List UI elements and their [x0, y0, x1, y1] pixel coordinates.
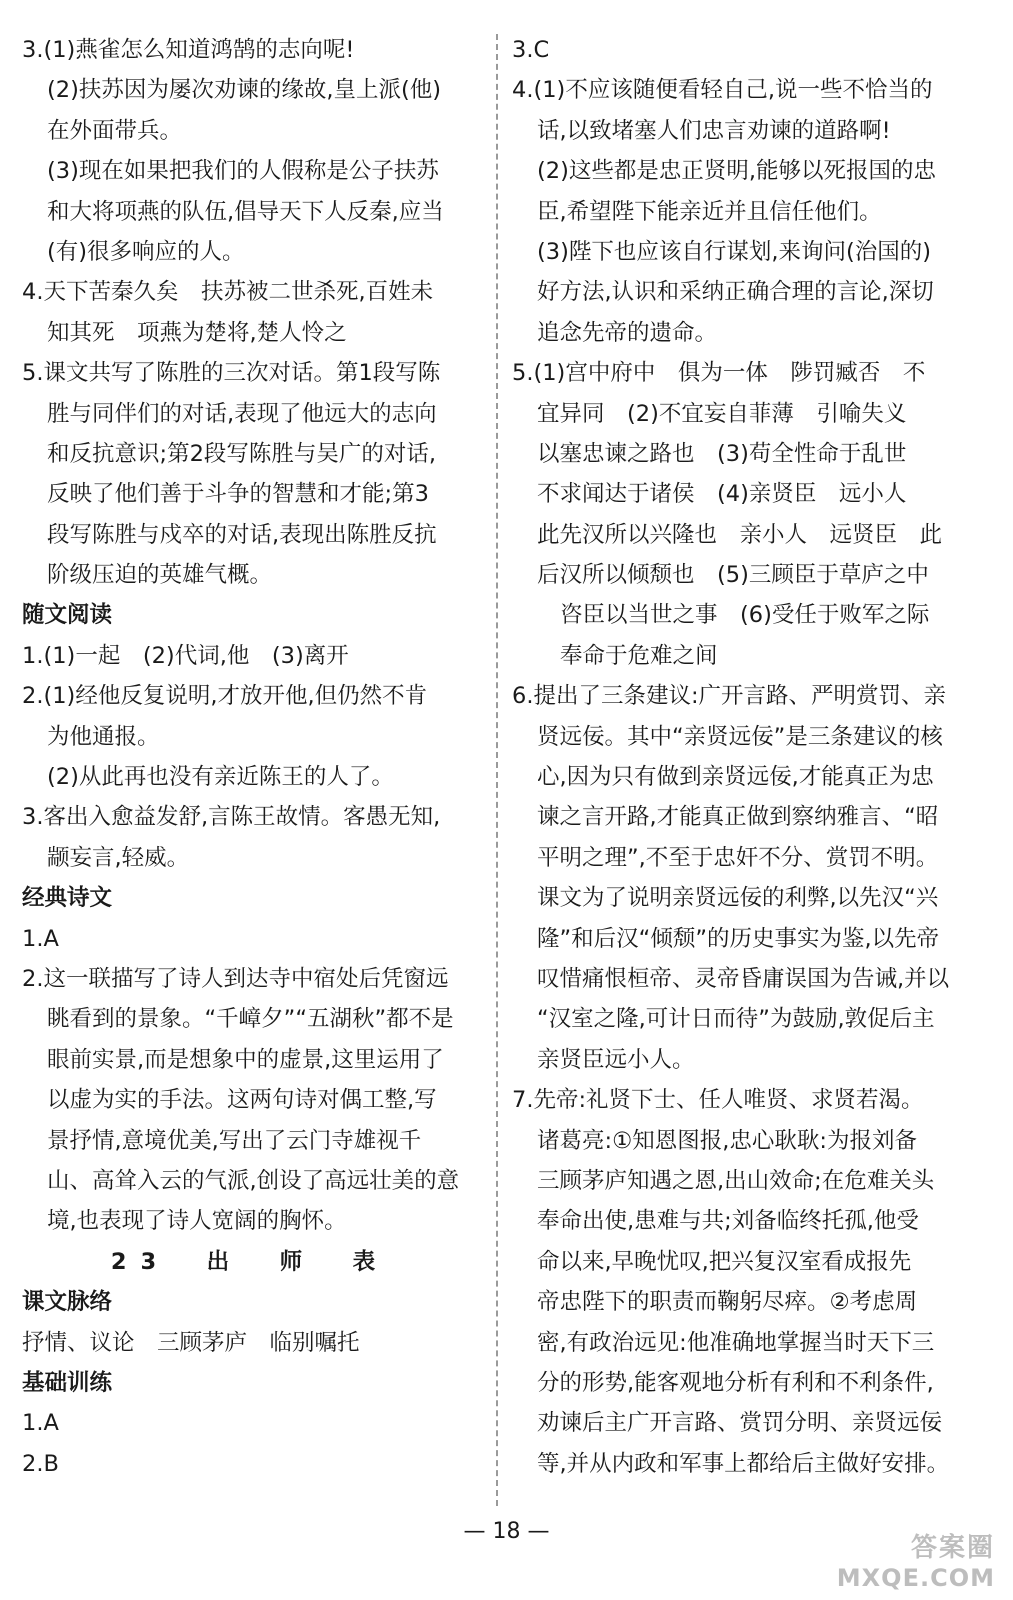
text-line: 2.B — [22, 1450, 59, 1477]
text-line: 在外面带兵。 — [47, 117, 183, 144]
text-line: 阶级压迫的英雄气概。 — [47, 562, 273, 589]
section-heading: 基础训练 — [22, 1369, 113, 1396]
text-line: 贤远佞。其中“亲贤远佞”是三条建议的核 — [537, 723, 943, 750]
text-line: 分的形势,能客观地分析有利和不利条件, — [537, 1369, 934, 1396]
text-line: 宜异同 (2)不宜妄自菲薄 引喻失义 — [537, 400, 907, 427]
text-line: 咨臣以当世之事 (6)受任于败军之际 — [560, 602, 930, 629]
text-line: 知其死 项燕为楚将,楚人怜之 — [47, 319, 347, 346]
text-line: 3.客出入愈益发舒,言陈王故情。客愚无知, — [22, 804, 441, 831]
watermark-logo — [837, 1527, 995, 1592]
text-line: 好方法,认识和采纳正确合理的言论,深切 — [537, 279, 934, 306]
text-line: “汉室之隆,可计日而待”为鼓励,敦促后主 — [537, 1006, 935, 1033]
text-line: 为他通报。 — [47, 723, 160, 750]
text-line: 眼前实景,而是想象中的虚景,这里运用了 — [47, 1046, 444, 1073]
text-line: 课文为了说明亲贤远佞的利弊,以先汉“兴 — [537, 885, 939, 912]
text-line: 3.(1)燕雀怎么知道鸿鹄的志向呢! — [22, 37, 355, 63]
text-line: 和大将项燕的队伍,倡导天下人反秦,应当 — [47, 198, 444, 225]
text-line: 奉命于危难之间 — [560, 642, 718, 669]
text-line: 3.C — [512, 37, 550, 63]
text-line: (2)从此再也没有亲近陈王的人了。 — [47, 764, 394, 791]
text-line: 平明之理”,不至于忠奸不分、赏罚不明。 — [537, 844, 939, 871]
text-line: (3)现在如果把我们的人假称是公子扶苏 — [47, 158, 439, 185]
text-line: (有)很多响应的人。 — [47, 238, 245, 265]
text-line: 1.(1)一起 (2)代词,他 (3)离开 — [22, 642, 349, 669]
text-line: 4.天下苦秦久矣 扶苏被二世杀死,百姓未 — [22, 279, 434, 306]
section-heading: 随文阅读 — [22, 602, 113, 629]
text-line: 谏之言开路,才能真正做到察纳雅言、“昭 — [537, 804, 939, 831]
right-column — [512, 30, 982, 1484]
text-line: 胜与同伴们的对话,表现了他远大的志向 — [47, 400, 437, 427]
text-line: 山、高耸入云的气派,创设了高远壮美的意 — [47, 1167, 460, 1194]
watermark-url: MXQE.COM — [836, 1564, 995, 1592]
text-line: 此先汉所以兴隆也 亲小人 远贤臣 此 — [537, 521, 943, 548]
text-line: 话,以致堵塞人们忠言劝谏的道路啊! — [537, 117, 891, 144]
section-heading: 课文脉络 — [22, 1289, 113, 1316]
text-line: 等,并从内政和军事上都给后主做好安排。 — [537, 1450, 950, 1477]
text-line: 2.这一联描写了诗人到达寺中宿处后凭窗远 — [22, 965, 449, 992]
text-line: 1.A — [22, 1410, 59, 1437]
text-line: 密,有政治远见:他准确地掌握当时天下三 — [537, 1329, 935, 1356]
text-line: (3)陛下也应该自行谋划,来询问(治国的) — [537, 238, 932, 265]
text-line: 叹惜痛恨桓帝、灵帝昏庸误国为告诫,并以 — [537, 965, 950, 992]
text-line: 2.(1)经他反复说明,才放开他,但仍然不肯 — [22, 683, 428, 710]
lesson-title: 23 出 师 表 — [110, 1248, 390, 1275]
text-line: 7.先帝:礼贤下士、任人唯贤、求贤若渴。 — [512, 1087, 924, 1114]
text-line: 后汉所以倾颓也 (5)三顾臣于草庐之中 — [537, 562, 929, 589]
text-line: 眺看到的景象。“千嶂夕”“五湖秋”都不是 — [47, 1006, 454, 1033]
watermark-top: 答案圈 — [910, 1533, 995, 1563]
text-line: 1.A — [22, 925, 59, 952]
text-line: 三顾茅庐知遇之恩,出山效命;在危难关头 — [537, 1167, 935, 1194]
text-line: 5.课文共写了陈胜的三次对话。第1段写陈 — [22, 360, 441, 387]
section-heading: 经典诗文 — [22, 885, 113, 912]
text-line: 奉命出使,患难与共;刘备临终托孤,他受 — [537, 1208, 919, 1235]
text-line: 境,也表现了诗人宽阔的胸怀。 — [47, 1208, 347, 1235]
text-line: 4.(1)不应该随便看轻自己,说一些不恰当的 — [512, 77, 933, 104]
page-number: — 18 — — [463, 1519, 550, 1544]
text-line: 不求闻达于诸侯 (4)亲贤臣 远小人 — [537, 481, 907, 508]
text-line: 命以来,早晚忧叹,把兴复汉室看成报先 — [537, 1248, 912, 1275]
text-line: 以虚为实的手法。这两句诗对偶工整,写 — [47, 1087, 437, 1114]
text-line: (2)这些都是忠正贤明,能够以死报国的忠 — [537, 158, 937, 185]
text-line: 亲贤臣远小人。 — [537, 1046, 695, 1073]
text-line: 颛妄言,轻威。 — [47, 844, 190, 871]
text-line: 和反抗意识;第2段写陈胜与吴广的对话, — [47, 440, 437, 467]
text-line: 追念先帝的遗命。 — [537, 319, 718, 346]
text-line: 反映了他们善于斗争的智慧和才能;第3 — [47, 481, 429, 508]
text-line: 心,因为只有做到亲贤远佞,才能真正为忠 — [537, 764, 934, 791]
text-line: 帝忠陛下的职责而鞠躬尽瘁。②考虑周 — [537, 1289, 918, 1316]
text-line: 劝谏后主广开言路、赏罚分明、亲贤远佞 — [537, 1410, 943, 1437]
text-line: 臣,希望陛下能亲近并且信任他们。 — [537, 198, 882, 225]
text-line: 抒情、议论 三顾茅庐 临别嘱托 — [22, 1329, 360, 1356]
text-line: 以塞忠谏之路也 (3)苟全性命于乱世 — [537, 440, 907, 467]
text-line: 隆”和后汉“倾颓”的历史事实为鉴,以先帝 — [537, 925, 940, 952]
text-line: (2)扶苏因为屡次劝谏的缘故,皇上派(他) — [47, 77, 442, 104]
left-column — [22, 30, 478, 1484]
text-line: 诸葛亮:①知恩图报,忠心耿耿:为报刘备 — [537, 1127, 917, 1154]
text-line: 6.提出了三条建议:广开言路、严明赏罚、亲 — [512, 683, 947, 710]
column-divider — [496, 34, 498, 1506]
text-line: 5.(1)宫中府中 俱为一体 陟罚臧否 不 — [512, 360, 926, 387]
text-line: 段写陈胜与戍卒的对话,表现出陈胜反抗 — [47, 521, 437, 548]
text-line: 景抒情,意境优美,写出了云门寺雄视千 — [47, 1127, 422, 1154]
